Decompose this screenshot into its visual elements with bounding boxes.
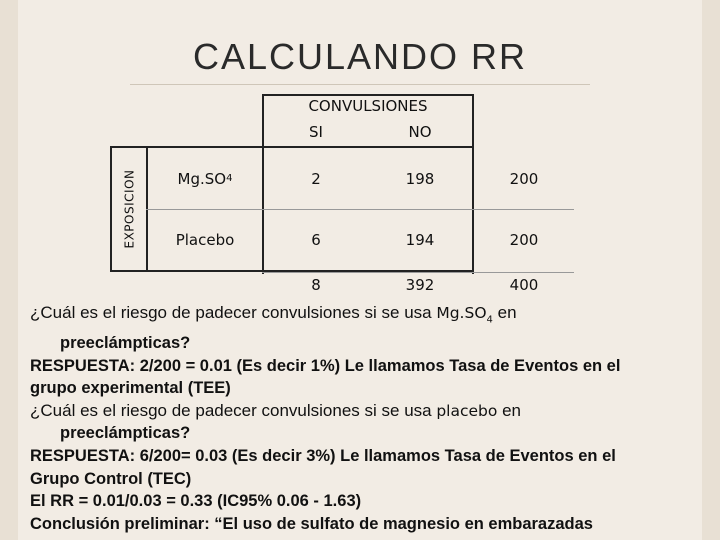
answer-1-line-1: RESPUESTA: 2/200 = 0.01 (Es decir 1%) Le llamamos Tasa de Eventos en el (30, 356, 621, 375)
exposicion-label: EXPOSICION (122, 169, 137, 249)
question-1-drug: Mg.SO (436, 304, 487, 322)
table-group-header: CONVULSIONES (308, 97, 428, 115)
row-label-text: Mg.SO (177, 169, 227, 188)
answer-2-line-1: RESPUESTA: 6/200= 0.03 (Es decir 3%) Le llamamos Tasa de Eventos en el (30, 446, 616, 465)
question-2-continued: preeclámpticas? (60, 424, 191, 443)
question-1-drug-subscript: 4 (486, 314, 493, 326)
explanation-text (30, 302, 720, 535)
total-si: 8 (311, 276, 321, 294)
column-header-si: SI (309, 123, 323, 141)
cell-mgso4-total: 200 (509, 169, 539, 188)
question-2-end: en (497, 400, 522, 420)
cell-placebo-no: 194 (405, 231, 435, 249)
preliminary-conclusion: Conclusión preliminar: “El uso de sulfato de magnesio en embarazadas (30, 514, 593, 533)
question-2-text: ¿Cuál es el riesgo de padecer convulsiones si se usa (30, 400, 437, 420)
title-divider (130, 84, 590, 85)
total-no: 392 (405, 276, 435, 294)
question-1-end: en (492, 303, 517, 322)
row-label-mgso4 (148, 148, 262, 209)
column-header-no: NO (408, 123, 432, 141)
cell-mgso4-si: 2 (311, 169, 321, 188)
cell-placebo-total: 200 (509, 231, 539, 249)
cell-mgso4-no: 198 (405, 169, 435, 188)
row-label-subscript: 4 (226, 173, 233, 184)
row-axis-label (112, 148, 146, 270)
question-1 (30, 302, 720, 332)
cell-placebo-si: 6 (311, 231, 321, 249)
answer-1-line-2: grupo experimental (TEE) (30, 379, 231, 398)
question-1-continued: preeclámpticas? (60, 333, 191, 352)
answer-2-line-2: Grupo Control (TEC) (30, 469, 192, 488)
question-2-drug: placebo (436, 401, 498, 420)
relative-risk-result: El RR = 0.01/0.03 = 0.33 (IC95% 0.06 - 1.63) (30, 492, 362, 511)
slide-title: CALCULANDO RR (192, 36, 528, 77)
grand-total: 400 (509, 276, 539, 294)
left-margin-band (0, 0, 18, 540)
question-1-text: ¿Cuál es el riesgo de padecer convulsiones si se usa (30, 303, 437, 322)
row-label-placebo: Placebo (175, 231, 235, 249)
question-2 (30, 400, 720, 423)
